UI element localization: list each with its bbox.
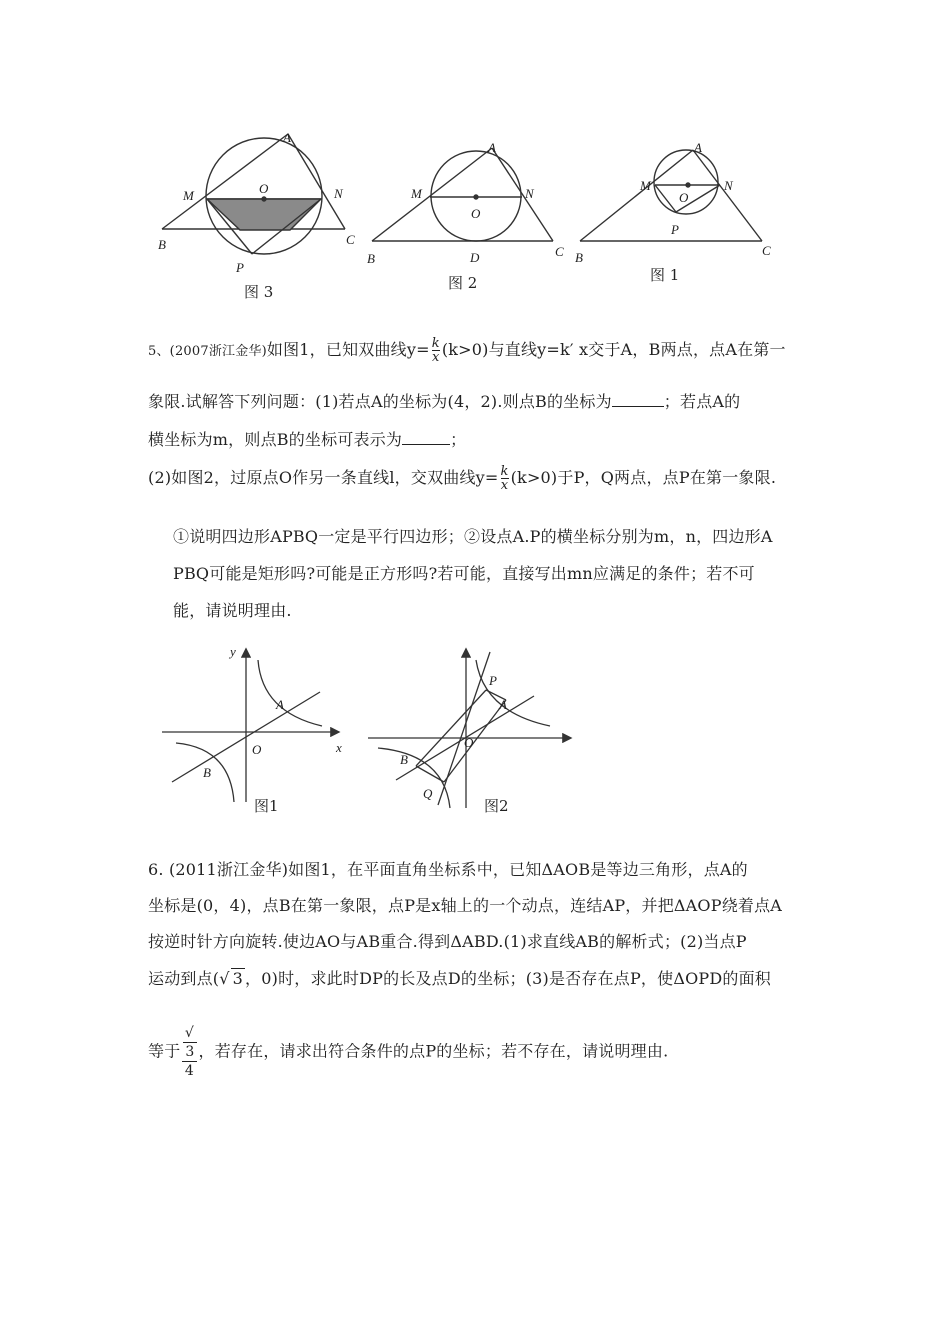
q6-line-4 (148, 966, 771, 989)
q6-text-5b: ，若存在，请求出符合条件的点P的坐标；若不存在，请说明理由. (198, 1041, 669, 1061)
answer-blank-1[interactable] (612, 392, 664, 407)
fig3-point-n: N (334, 186, 343, 201)
fig2-point-b: B (367, 251, 375, 266)
q5-line-1 (148, 337, 786, 364)
q5-text-3b: ； (450, 430, 467, 449)
graph1-y-label: y (230, 644, 236, 659)
q6-line-5 (148, 1024, 668, 1080)
fig2-point-d: D (470, 250, 480, 265)
fig3-caption: 图 3 (244, 283, 274, 301)
fig2-point-c: C (555, 244, 564, 259)
fig1-point-p: P (671, 222, 679, 237)
q5-line-3 (148, 427, 466, 450)
graph-2 (368, 650, 570, 808)
q6-sqrt-3: 3 (232, 969, 244, 988)
q6-text-5a: 等于 (148, 1041, 181, 1061)
graph-1 (162, 650, 338, 802)
fig1-point-n: N (724, 178, 733, 193)
q5-line-4 (148, 465, 776, 492)
graph2-point-a: A (499, 697, 507, 712)
q5-source: (2007浙江金华) (169, 344, 267, 359)
fig1-caption: 图 1 (650, 266, 680, 284)
fig1-point-m: M (640, 178, 651, 193)
fig2-point-o: O (471, 206, 481, 221)
answer-blank-2[interactable] (402, 430, 450, 445)
graph1-caption: 图1 (254, 797, 279, 815)
sqrt-symbol-2: √ (184, 1025, 195, 1041)
fig3-point-o: O (259, 181, 269, 196)
q6-text-4a: 运动到点( (148, 969, 220, 988)
graph1-x-label: x (336, 740, 342, 755)
fig1-point-o: O (679, 190, 689, 205)
fig3-point-a: A (283, 130, 291, 145)
fig3-point-b: B (158, 237, 166, 252)
fig3-point-c: C (346, 232, 355, 247)
q6-text-4b: ，0)时，求此时DP的长及点D的坐标；(3)是否存在点P，使ΔOPD的面积 (245, 969, 771, 988)
graph2-point-p: P (489, 673, 497, 688)
q5-text-1a: 如图1，已知双曲线y= (266, 340, 430, 359)
fig1-point-b: B (575, 250, 583, 265)
graph1-point-a: A (276, 697, 284, 712)
hyperbola-graphs (150, 640, 590, 830)
q5-line-5: ①说明四边形APBQ一定是平行四边形；②设点A.P的横坐标分别为m，n，四边形A (173, 527, 773, 546)
graph2-caption: 图2 (484, 797, 509, 815)
q5-line-6: PBQ可能是矩形吗?可能是正方形吗?若可能，直接写出mn应满足的条件；若不可 (173, 564, 755, 583)
fig2-point-m: M (411, 186, 422, 201)
fig3-point-m: M (183, 188, 194, 203)
graph1-point-b: B (203, 765, 211, 780)
q5-number: 5、 (148, 344, 170, 359)
fig2-caption: 图 2 (448, 274, 478, 292)
q6-line-3: 按逆时针方向旋转.使边AO与AB重合.得到ΔABD.(1)求直线AB的解析式；(2)当点P (148, 932, 747, 951)
fig1-point-c: C (762, 243, 771, 258)
q6-fraction-sqrt3-over-4: √ 3 4 (182, 1024, 196, 1080)
sqrt-symbol: √ (219, 969, 230, 988)
q6-line-1: 6. (2011浙江金华)如图1，在平面直角坐标系中，已知ΔAOB是等边三角形，点A的 (148, 860, 748, 879)
q5-line-7: 能，请说明理由. (173, 601, 292, 620)
q5-fraction-k-over-x-2: $\frac{k}{x}$ (500, 464, 509, 493)
graph2-origin-label: O (464, 735, 474, 750)
q5-line-2 (148, 389, 740, 412)
q5-text-2a: 象限.试解答下列问题：(1)若点A的坐标为(4，2).则点B的坐标为 (148, 392, 612, 411)
fig3-point-p: P (236, 260, 244, 275)
q5-text-1b: (k>0)与直线y=k′ x交于A，B两点，点A在第一 (441, 340, 786, 359)
graph2-point-b: B (400, 752, 408, 767)
q5-text-2b: ；若点A的 (663, 392, 741, 411)
q6-line-2: 坐标是(0，4)，点B在第一象限，点P是x轴上的一个动点，连结AP，并把ΔAOP绕着点A (148, 896, 783, 915)
fig2-point-n: N (525, 186, 534, 201)
q5-fraction-k-over-x: $\frac{k}{x}$ (431, 336, 440, 365)
q5-text-4a: (2)如图2，过原点O作另一条直线l，交双曲线y= (148, 468, 499, 487)
graph1-origin-label: O (252, 742, 262, 757)
fig1-point-a: A (694, 140, 702, 155)
q5-text-4b: (k>0)于P，Q两点，点P在第一象限. (510, 468, 777, 487)
fig2-point-a: A (488, 140, 496, 155)
graph2-point-q: Q (423, 786, 433, 801)
q5-text-3a: 横坐标为m，则点B的坐标可表示为 (148, 430, 403, 449)
